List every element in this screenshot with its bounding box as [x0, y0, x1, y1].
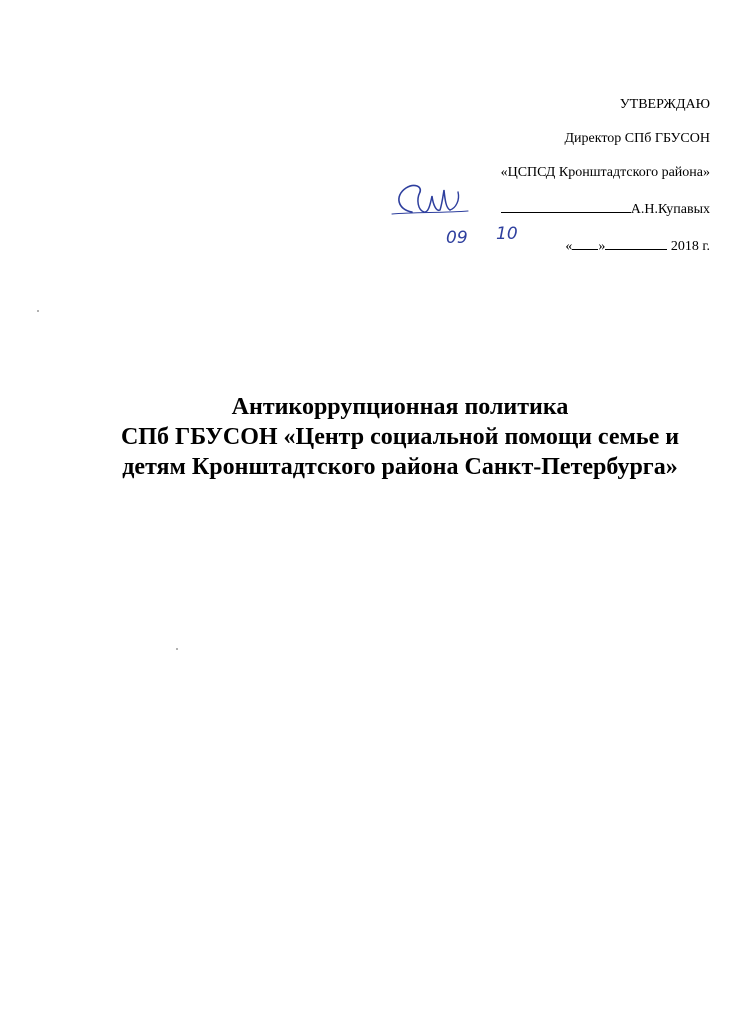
- date-day-blank: [572, 237, 598, 250]
- handwritten-signature: [384, 182, 474, 220]
- signature-blank: [501, 200, 631, 213]
- date-close-quote: »: [598, 239, 606, 254]
- handwritten-month: 10: [496, 224, 518, 244]
- approval-heading: УТВЕРЖДАЮ: [619, 97, 710, 112]
- approval-block: [390, 98, 710, 274]
- handwritten-day: 09: [446, 228, 468, 248]
- date-year: 2018 г.: [670, 239, 710, 254]
- date-open-quote: «: [565, 239, 573, 254]
- director-position: Директор СПб ГБУСОН: [564, 131, 710, 146]
- date-month-blank: [605, 237, 667, 250]
- scan-speck: [176, 648, 178, 650]
- date-row: [390, 224, 710, 254]
- handwritten-date: [434, 223, 544, 251]
- title-line-1: Антикоррупционная политика: [231, 394, 569, 420]
- title-line-2: СПб ГБУСОН «Центр социальной помощи семье и: [120, 424, 680, 450]
- signatory-name: А.Н.Купавых: [630, 202, 710, 217]
- signature-row: [390, 200, 710, 217]
- title-line-3: детям Кронштадтского района Санкт-Петербурга»: [122, 454, 678, 480]
- document-title: [60, 392, 740, 482]
- organization-name: «ЦСПСД Кронштадтского района»: [500, 165, 710, 180]
- scan-speck: [37, 310, 39, 312]
